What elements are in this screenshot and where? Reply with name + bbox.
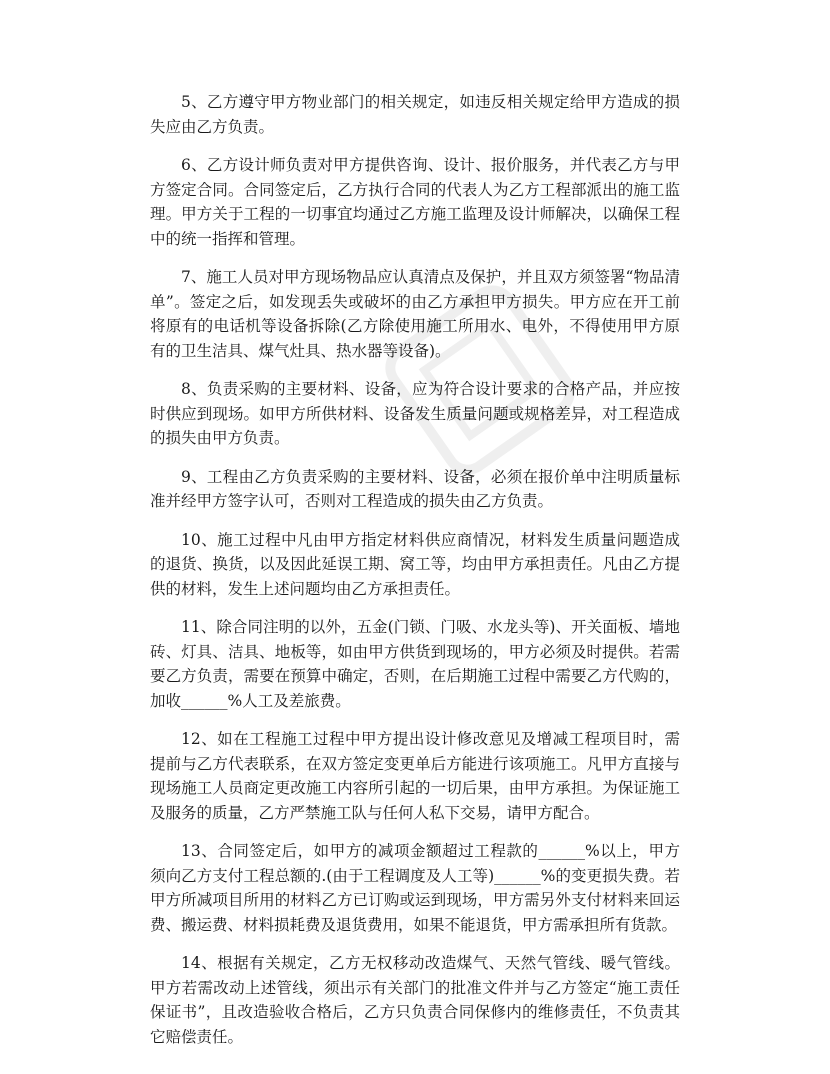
clause-13: 13、合同签定后，如甲方的减项金额超过工程款的______%以上，甲方须向乙方支付工程总额的.(由于工程调度及人工等)______%的变更损失费。若甲方所减项目所用的材料乙方已订购或运到现场，甲方需另外支付材料来回运费、搬运费、材料损耗费及退货费用，如果不能退货，甲方需承担所有货款。 xyxy=(150,842,680,934)
clause-8: 8、负责采购的主要材料、设备，应为符合设计要求的合格产品，并应按时供应到现场。如甲方所供材料、设备发生质量问题或规格差异，对工程造成的损失由甲方负责。 xyxy=(150,380,680,447)
clause-7: 7、施工人员对甲方现场物品应认真清点及保护，并且双方须签署“物品清单”。签定之后，如发现丢失或破坏的由乙方承担甲方损失。甲方应在开工前将原有的电话机等设备拆除(乙方除使用施工所用水、电外，不得使用甲方原有的卫生洁具、煤气灶具、热水器等设备)。 xyxy=(150,268,680,360)
clause-9: 9、工程由乙方负责采购的主要材料、设备，必须在报价单中注明质量标准并经甲方签字认可，否则对工程造成的损失由乙方负责。 xyxy=(150,467,680,510)
document-body xyxy=(150,90,680,1063)
clause-10: 10、施工过程中凡由甲方指定材料供应商情况，材料发生质量问题造成的退货、换货，以及因此延误工期、窝工等，均由甲方承担责任。凡由乙方提供的材料，发生上述问题均由乙方承担责任。 xyxy=(150,530,680,598)
clause-14: 14、根据有关规定，乙方无权移动改造煤气、天然气管线、暖气管线。甲方若需改动上述管线，须出示有关部门的批准文件并与乙方签定“施工责任保证书”，且改造验收合格后，乙方只负责合同保修内的维修责任，不负责其它赔偿责任。 xyxy=(150,954,680,1046)
clause-6: 6、乙方设计师负责对甲方提供咨询、设计、报价服务，并代表乙方与甲方签定合同。合同签定后，乙方执行合同的代表人为乙方工程部派出的施工监理。甲方关于工程的一切事宜均通过乙方施工监理及设计师解决，以确保工程中的统一指挥和管理。 xyxy=(150,156,680,248)
clause-12: 12、如在工程施工过程中甲方提出设计修改意见及增减工程项目时，需提前与乙方代表联系，在双方签定变更单后方能进行该项施工。凡甲方直接与现场施工人员商定更改施工内容所引起的一切后果，由甲方承担。为保证施工及服务的质量，乙方严禁施工队与任何人私下交易，请甲方配合。 xyxy=(150,730,680,822)
clause-5: 5、乙方遵守甲方物业部门的相关规定，如违反相关规定给甲方造成的损失应由乙方负责。 xyxy=(150,93,680,136)
clause-11: 11、除合同注明的以外，五金(门锁、门吸、水龙头等)、开关面板、墙地砖、灯具、洁具、地板等，如由甲方供货到现场的，甲方必须及时提供。若需要乙方负责，需要在预算中确定，否则，在后期施工过程中需要乙方代购的，加收______%人工及差旅费。 xyxy=(150,618,680,710)
